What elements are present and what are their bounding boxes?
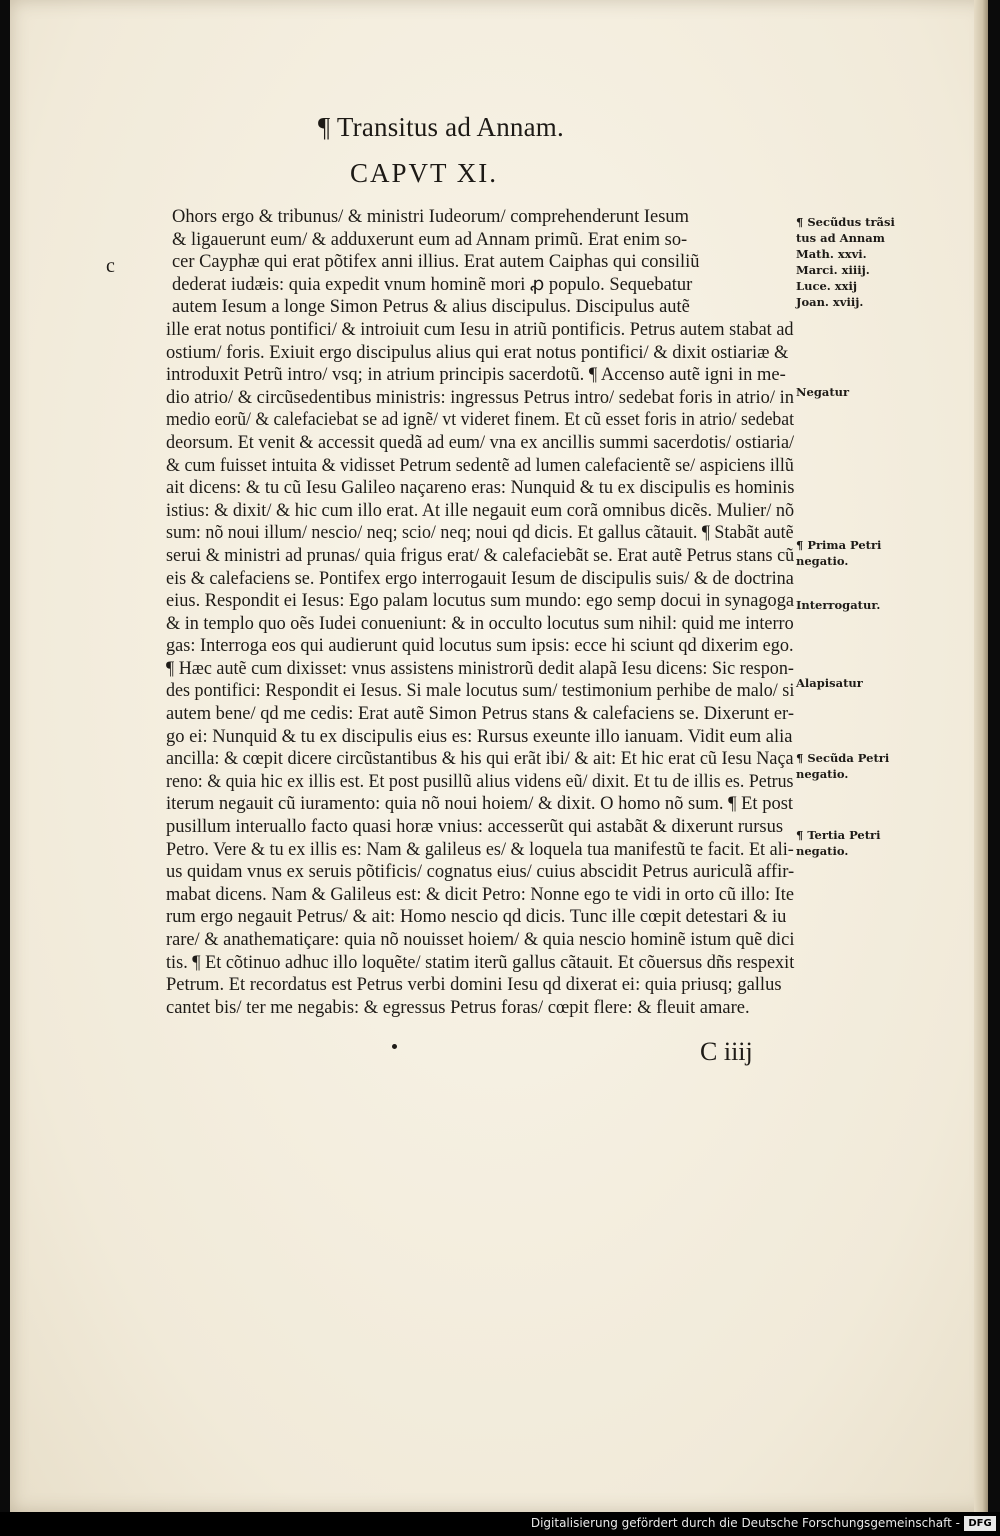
footer-funding-text: Digitalisierung gefördert durch die Deutsche Forschungsgemeinschaft - [530,1516,960,1530]
marginal-line: Negatur [796,385,850,399]
text-line: gas: Interroga eos qui audierunt quid locutus sum ipsis: ecce hi sciunt qd dixerim ego. [166,636,794,657]
text-line: ¶ Hæc autẽ cum dixisset: vnus assistens ministrorũ dedit alapã Iesu dicens: Sic respon- [166,658,794,679]
text-line: Petrum. Et recordatus est Petrus verbi domini Iesu qd dixerat ei: quia priusq; gallus [166,975,782,996]
marginal-line: Marci. xiiij. [796,263,870,277]
marginal-line: Joan. xviij. [796,295,864,309]
marginal-line: negatio. [796,767,849,781]
text-line: dederat iudæis: quia expedit vnum hominẽ mori ꝓ populo. Sequebatur [172,274,693,295]
text-line: ancilla: & cœpit dicere circũstantibus & his qui erãt ibi/ & ait: Et hic erat cũ Iesu Naça [166,749,794,770]
footer-bar [0,1512,1000,1536]
text-line: rare/ & anathematiçare: quia nõ nouisset hoiem/ & quia nescio hominẽ istum quẽ dici [166,930,795,950]
marginal-line: ¶ Prima Petri [796,538,882,552]
chapter-title: CAPVT XI. [350,158,499,188]
text-line: introduxit Petrũ intro/ vsq; in atrium principis sacerdotũ. ¶ Accenso autẽ igni in me- [166,365,786,386]
marginal-line: tus ad Annam [796,231,885,245]
text-line: reno: & quia hic ex illis est. Et post pusillũ alius videns eũ/ dixit. Et tu de illis es. Petrus [166,771,794,792]
marginal-line: ¶ Secũda Petri [796,751,890,765]
running-head: ¶ Transitus ad Annam. [318,112,564,142]
text-line: dio atrio/ & circũsedentibus ministris: ingressus Petrus intro/ sedebat foris in atrio/ in [166,387,794,408]
text-line: istius: & dixit/ & hic cum illo erat. At ille negauit eum corã omnibus dicẽs. Mulier/ nõ [166,500,795,521]
text-line: autem bene/ qd me cedis: Erat autẽ Simon Petrus stans & calefaciens se. Dixerunt er- [166,704,794,725]
text-line: des pontifici: Respondit ei Iesus. Si male locutus sum/ testimonium perhibe de malo/ si [166,681,795,702]
text-line: sum: nõ noui illum/ nescio/ neq; scio/ neq; noui qd dicis. Et gallus cãtauit. ¶ Stabãt autẽ [166,523,794,544]
text-line: mabat dicens. Nam & Galileus est: & dicit Petro: Nonne ego te vidi in orto cũ illo: Ite [166,884,795,905]
marginal-line: Interrogatur. [796,598,881,612]
marginal-note-interrogatur [796,597,912,613]
text-line: pusillum interuallo facto quasi horæ vnius: accesserũt qui astabãt & dixerunt rursus [166,817,784,838]
text-line: & in templo quo oẽs Iudei conueniunt: & in occulto locutus sum nihil: quid me interro [166,613,794,634]
marginal-note-secundus [796,214,912,310]
text-line: Petro. Vere & tu ex illis es: Nam & galileus es/ & loquela tua manifestũ te facit. Et ali- [166,839,794,860]
text-line: serui & ministri ad prunas/ quia frigus erat/ & calefaciebãt se. Erat autẽ Petrus stans cũ [166,545,795,566]
text-line: & cum fuisset intuita & vidisset Petrum sedentẽ ad lumen calefacientẽ se/ aspiciens illũ [166,455,794,476]
text-line: cantet bis/ ter me negabis: & egressus Petrus foras/ cœpit flere: & fleuit amare. [166,997,750,1018]
marginal-note-prima-negatio [796,537,912,569]
printer-dot [392,1044,397,1049]
body-text [166,206,794,1019]
dfg-logo: DFG [964,1516,996,1531]
marginal-note-negatur [796,384,912,400]
marginal-note-alapisatur [796,675,912,691]
text-line: cer Cayphæ qui erat põtifex anni illius. Erat autem Caiphas qui consiliũ [172,252,700,273]
text-line: ostium/ foris. Exiuit ergo discipulus alius qui erat notus pontifici/ & dixit ostiariæ & [166,342,789,363]
text-line: us quidam vnus ex seruis põtificis/ cognatus eius/ cuius abscidit Petrus auriculã affir- [166,862,795,883]
marginal-line: negatio. [796,844,849,858]
marginal-line: Alapisatur [796,676,863,690]
page-edge [974,0,988,1512]
marginal-line: Luce. xxij [796,279,858,293]
text-line: autem Iesum a longe Simon Petrus & alius discipulus. Discipulus autẽ [172,297,690,318]
text-line: iterum negauit cũ iuramento: quia nõ noui hoiem/ & dixit. O homo nõ sum. ¶ Et post [166,794,794,815]
signature-mark: C iiij [700,1037,753,1066]
marginal-note-tertia-negatio [796,827,912,859]
text-line: & ligauerunt eum/ & adduxerunt eum ad Annam primũ. Erat enim so- [172,229,688,250]
text-line: eis & calefaciens se. Pontifex ergo interrogauit Iesum de discipulis suis/ & de doctrina [166,568,794,589]
text-line: go ei: Nunquid & tu ex discipulis eius es: Rursus exeunte illo ianuam. Vidit eum alia [166,726,793,747]
text-line: medio eorũ/ & calefaciebat se ad ignẽ/ vt videret finem. Et cũ esset foris in atrio/ sedebat [166,410,795,431]
text-line: ait dicens: & tu cũ Iesu Galileo naçareno eras: Nunquid & tu ex discipulis es hominis [166,478,795,499]
text-line: ille erat notus pontifici/ & introiuit cum Iesu in atriũ pontificis. Petrus autem stabat ad [166,319,794,340]
marginal-line: negatio. [796,554,849,568]
text-line: eius. Respondit ei Iesus: Ego palam locutus sum mundo: ego semp docui in synagoga [166,591,795,612]
text-line: Ohors ergo & tribunus/ & ministri Iudeorum/ comprehenderunt Iesum [172,207,689,227]
marginal-line: ¶ Secũdus trãsi [796,215,895,229]
marginal-line: ¶ Tertia Petri [796,828,881,842]
text-line: rum ergo negauit Petrus/ & ait: Homo nescio qd dicis. Tunc ille cœpit detestari & iu [166,907,787,928]
text-line: deorsum. Et venit & accessit quedã ad eum/ vna ex ancillis summi sacerdotis/ ostiaria/ [166,432,795,453]
marginal-note-secunda-negatio [796,750,912,782]
section-letter: c [106,255,115,277]
text-line: tis. ¶ Et cõtinuo adhuc illo loquẽte/ statim iterũ gallus cãtauit. Et cõuersus dñs respexit [166,952,795,973]
marginal-line: Math. xxvi. [796,247,867,261]
